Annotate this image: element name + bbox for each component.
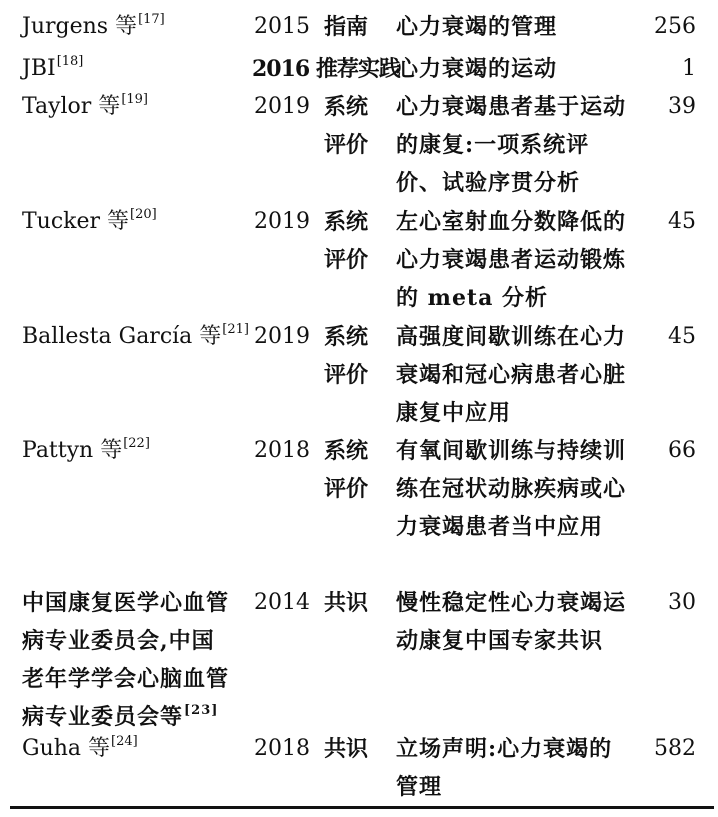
reference-marker: [17] (138, 12, 165, 27)
author-cell: Tucker 等[20] (22, 207, 157, 234)
author-cell: Taylor 等[19] (22, 92, 148, 119)
year-cell: 2019 (254, 94, 310, 119)
reference-marker: [24] (111, 734, 138, 749)
count-cell: 256 (654, 14, 696, 39)
title-cell: 心力衰竭的管理 (396, 14, 558, 40)
author-cell: Ballesta García 等[21] (22, 322, 249, 349)
count-cell: 1 (682, 56, 696, 81)
count-cell: 30 (668, 590, 696, 615)
author-cell: JBI[18] (22, 54, 84, 81)
title-cell: 立场声明:心力衰竭的管理 (396, 736, 613, 800)
year-cell: 2014 (254, 590, 310, 615)
count-cell: 66 (668, 438, 696, 463)
title-cell: 左心室射血分数降低的心力衰竭患者运动锻炼的 meta 分析 (396, 209, 627, 311)
count-cell: 582 (654, 736, 696, 761)
count-cell: 45 (668, 209, 696, 234)
reference-marker: [22] (123, 436, 150, 451)
title-cell: 心力衰竭患者基于运动的康复:一项系统评价、试验序贯分析 (396, 94, 627, 196)
year-cell: 2019 (254, 209, 310, 234)
year-cell: 2019 (254, 324, 310, 349)
year-cell: 2015 (254, 14, 310, 39)
author-cell: Guha 等[24] (22, 734, 138, 761)
author-cell: 中国康复医学心血管病专业委员会,中国老年学学会心脑血管病专业委员会等[23] (22, 590, 230, 730)
reference-marker: [20] (130, 207, 157, 222)
type-cell: 系统评价 (324, 209, 369, 273)
year-type-cell: 2016 推荐实践 (252, 56, 400, 82)
title-cell: 心力衰竭的运动 (396, 56, 558, 82)
year-cell: 2018 (254, 736, 310, 761)
author-cell: Jurgens 等[17] (22, 12, 165, 39)
count-cell: 39 (668, 94, 696, 119)
title-cell: 有氧间歇训练与持续训练在冠状动脉疾病或心力衰竭患者当中应用 (396, 438, 627, 540)
type-cell: 指南 (324, 14, 369, 40)
type-cell: 共识 (324, 736, 369, 762)
type-cell: 系统评价 (324, 324, 369, 388)
author-cell: Pattyn 等[22] (22, 436, 150, 463)
reference-marker: [23] (184, 703, 219, 718)
reference-marker: [19] (121, 92, 148, 107)
type-cell: 共识 (324, 590, 369, 616)
reference-marker: [21] (222, 322, 249, 337)
type-cell: 系统评价 (324, 94, 369, 158)
year-cell: 2018 (254, 438, 310, 463)
count-cell: 45 (668, 324, 696, 349)
title-cell: 高强度间歇训练在心力衰竭和冠心病患者心脏康复中应用 (396, 324, 627, 426)
reference-marker: [18] (56, 54, 84, 69)
type-cell: 系统评价 (324, 438, 369, 502)
table-bottom-rule (10, 806, 714, 809)
title-cell: 慢性稳定性心力衰竭运动康复中国专家共识 (396, 590, 627, 654)
